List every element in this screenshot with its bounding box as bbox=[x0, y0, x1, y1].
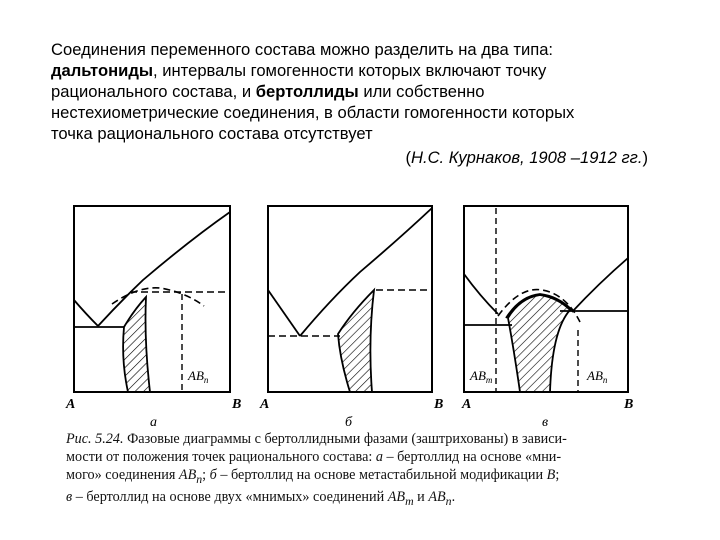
panel-v-liquidus-left bbox=[464, 274, 498, 314]
panel-b-right-label: B bbox=[434, 397, 444, 412]
panel-a-sub-label: а bbox=[150, 415, 157, 430]
panel-v-compound-label-m: $AB_m$ bbox=[470, 368, 493, 385]
intro-line-5: точка рационального состава отсутствует bbox=[51, 124, 373, 143]
panel-v-compound-label-n: $AB_n$ bbox=[587, 368, 608, 385]
panel-v bbox=[461, 206, 633, 430]
caption-line-4 bbox=[66, 488, 656, 510]
panel-v-berthollide-region bbox=[508, 295, 570, 392]
caption-line-2-rest: – бертоллид на основе «мни- bbox=[382, 449, 562, 465]
panel-a-frame bbox=[74, 206, 230, 392]
panel-a-compound-label: $AB_n$ bbox=[188, 368, 209, 385]
caption-line-2 bbox=[66, 448, 656, 466]
caption-line-3-rest: – бертоллид на основе метастабильной модификации bbox=[216, 467, 547, 483]
intro-line-1: Соединения переменного состава можно разделить на два типа: bbox=[51, 40, 554, 59]
citation-text: Н.С. Курнаков, 1908 –1912 гг. bbox=[410, 148, 643, 167]
caption-line-1-text: Фазовые диаграммы с бертоллидными фазами (заштрихованы) в зависи- bbox=[123, 431, 567, 447]
panel-v-right-label: B bbox=[624, 397, 634, 412]
caption-component-b: B bbox=[546, 467, 556, 483]
panel-b-sub-label: б bbox=[345, 415, 353, 430]
panel-a-left-label: A bbox=[66, 397, 76, 412]
caption-line-1 bbox=[66, 430, 656, 448]
citation: (Н.С. Курнаков, 1908 –1912 гг.) bbox=[405, 148, 648, 167]
caption-compound-abn: AB bbox=[178, 467, 197, 483]
panel-a bbox=[65, 206, 241, 430]
caption-compound-abm-sub: m bbox=[405, 493, 414, 508]
panel-a-liquidus-left bbox=[74, 300, 98, 326]
caption-figure-label: Рис. 5.24. bbox=[66, 431, 124, 447]
caption-line-3-text: мого» соединения bbox=[66, 467, 179, 483]
intro-line-3-rest: или собственно bbox=[358, 82, 485, 101]
panel-b bbox=[259, 206, 443, 430]
intro-line-3-start: рационального состава, и bbox=[51, 82, 256, 101]
panel-v-left-label: A bbox=[462, 397, 472, 412]
panel-a-right-label: B bbox=[232, 397, 242, 412]
caption-compound-abm: AB bbox=[387, 488, 406, 505]
caption-compound-abn-sub: n bbox=[196, 471, 203, 486]
figure-caption bbox=[66, 430, 656, 510]
panel-v-sub-label: в bbox=[542, 415, 549, 430]
caption-line-3 bbox=[66, 466, 656, 488]
caption-letter-a: а bbox=[375, 449, 383, 465]
caption-line-2-text: мости от положения точек рационального состава: bbox=[66, 449, 376, 465]
caption-line-3-sep: ; bbox=[202, 467, 210, 483]
caption-line-4-end: . bbox=[451, 488, 456, 505]
caption-compound-abn-2-sub: n bbox=[445, 493, 452, 508]
caption-letter-b: б bbox=[209, 467, 217, 483]
intro-line-4: нестехиометрические соединения, в области гомогенности которых bbox=[51, 103, 575, 122]
panel-b-liquidus-left bbox=[268, 290, 300, 336]
term-berthollides: бертоллиды bbox=[255, 82, 359, 101]
panel-a-liquidus-right bbox=[98, 212, 230, 326]
caption-and: и bbox=[413, 488, 429, 505]
panel-a-berthollide-region bbox=[123, 297, 150, 392]
caption-line-4-text: – бертоллид на основе двух «мнимых» соединений bbox=[72, 488, 388, 505]
caption-letter-v: в bbox=[66, 488, 73, 505]
intro-line-2-rest: , интервалы гомогенности которых включают точку bbox=[153, 61, 547, 80]
term-daltonides: дальтониды bbox=[51, 61, 154, 80]
panel-b-left-label: A bbox=[260, 397, 270, 412]
panel-b-berthollide-region bbox=[338, 290, 374, 392]
caption-compound-abn-2: AB bbox=[428, 488, 446, 505]
caption-line-3-end: ; bbox=[555, 467, 560, 483]
panel-v-liquidus-right bbox=[572, 258, 628, 312]
